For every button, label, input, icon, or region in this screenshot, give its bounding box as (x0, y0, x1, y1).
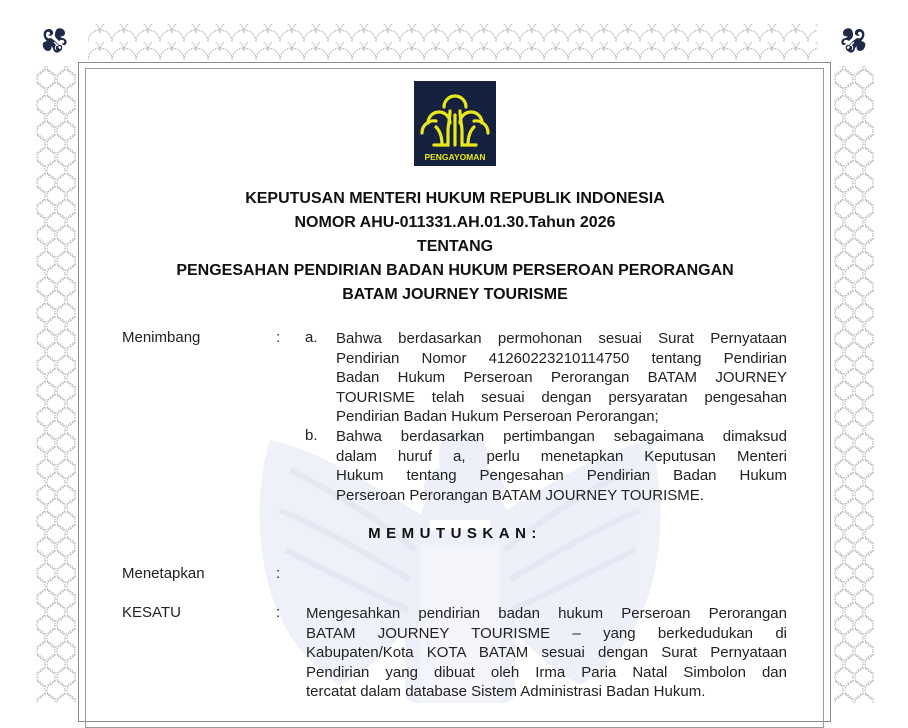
menimbang-colon: : (276, 329, 281, 346)
text-line: Badan Hukum Perseroan Perorangan BATAM JOURNEY (336, 369, 787, 387)
decree-number: NOMOR AHU-011331.AH.01.30.Tahun 2026 (294, 214, 616, 231)
text-line: Bahwa berdasarkan permohonan sesuai Surat Pernyataan (336, 330, 787, 347)
kesatu-label: KESATU (122, 604, 181, 621)
text-line: BATAM JOURNEY TOURISME – yang berkedudukan di (306, 624, 787, 642)
item-letter-a: a. (305, 329, 318, 346)
decree-subject: PENGESAHAN PENDIRIAN BADAN HUKUM PERSEROAN PERORANGAN (176, 262, 734, 279)
ornament-border-left (36, 66, 76, 703)
text-line: Pendirian yang dibuat oleh Irma Paria Natal Simbolon dan (306, 663, 787, 681)
decree-about: TENTANG (416, 238, 494, 255)
text-line: Pendirian Badan Hukum Perseroan Perorangan; (336, 408, 659, 426)
text-line: Mengesahkan pendirian badan hukum Perseroan Perorangan (306, 605, 787, 622)
menimbang-label: Menimbang (122, 329, 201, 346)
text-line: Perseroan Perorangan BATAM JOURNEY TOURISME. (336, 486, 704, 504)
kesatu-colon: : (276, 604, 281, 621)
text-line: Hukum tentang Pengesahan Pendirian Badan Hukum (336, 467, 787, 485)
text-line: Kabupaten/Kota KOTA BATAM sesuai dengan Surat Pernyataan (306, 644, 787, 662)
ornament-border-top (88, 24, 818, 60)
decree-title: KEPUTUSAN MENTERI HUKUM REPUBLIK INDONESIA (245, 190, 665, 207)
memutuskan-heading: MEMUTUSKAN: (368, 525, 542, 542)
pengayoman-logo (414, 81, 496, 166)
menetapkan-label: Menetapkan (122, 565, 205, 582)
menimbang-item-a (336, 329, 787, 427)
text-line: TOURISME telah sesuai dengan persyaratan pengesahan (336, 388, 787, 406)
menetapkan-colon: : (276, 565, 281, 582)
corner-flourish-icon (40, 26, 70, 56)
kesatu-text (306, 604, 787, 702)
text-line: Pendirian Nomor 41260223210114750 tentang Pendirian (336, 349, 787, 367)
menimbang-item-b (336, 427, 787, 505)
text-line: dalam huruf a, perlu menetapkan Keputusan Menteri (336, 447, 787, 465)
text-line: tercatat dalam database Sistem Administrasi Badan Hukum. (306, 683, 706, 701)
text-line: Bahwa berdasarkan pertimbangan sebagaimana dimaksud (336, 428, 787, 445)
logo-caption: PENGAYOMAN (424, 152, 486, 162)
company-name: BATAM JOURNEY TOURISME (342, 286, 568, 303)
corner-flourish-icon (838, 26, 868, 56)
item-letter-b: b. (305, 427, 318, 444)
ornament-border-right (834, 66, 874, 703)
